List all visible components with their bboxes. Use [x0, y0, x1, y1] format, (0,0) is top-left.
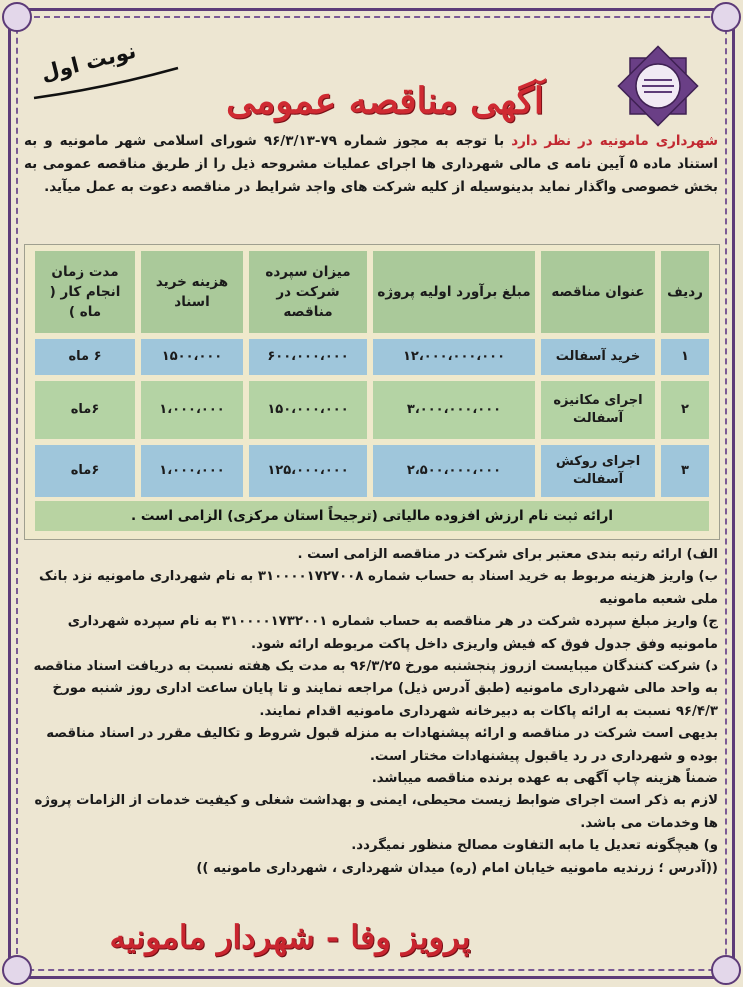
condition-item: ب) واریز هزینه مربوط به خرید اسناد به حساب شماره ۳۱۰۰۰۰۱۷۲۷۰۰۸ به نام شهرداری مامونیه نزد بانک ملی شعبه مامونیه [39, 569, 718, 607]
header-estimate: مبلغ برآورد اولیه پروژه [373, 251, 535, 333]
round-label-box [26, 40, 186, 110]
mayor-signature: پرویز وفا - شهردار مامونیه [109, 918, 471, 956]
municipality-emblem-icon [612, 40, 704, 132]
table-cell-number: ۲ [661, 381, 709, 439]
table-cell-deposit: ۱۵۰،۰۰۰،۰۰۰ [249, 381, 367, 439]
table-cell-doc-fee: ۱۵۰۰،۰۰۰ [141, 339, 243, 375]
table-cell-title: اجرای روکش آسفالت [541, 445, 655, 497]
condition-item: و) هیچگونه تعدیل یا مابه التفاوت مصالح منظور نمیگردد. [351, 838, 718, 854]
header-doc-fee: هزینه خرید اسناد [141, 251, 243, 333]
condition-item: ج) واریز مبلغ سپرده شرکت در هر مناقصه به حساب شماره ۳۱۰۰۰۰۱۷۳۲۰۰۱ به نام سپرده شهرداری مامونیه وفق جدول فوق که فیش واریزی داخل پاکت مربوطه ارائه شود. [67, 614, 718, 652]
table-cell-duration: ۶ ماه [35, 339, 135, 375]
intro-paragraph [24, 130, 718, 199]
header-deposit: میزان سپرده شرکت در مناقصه [249, 251, 367, 333]
corner-ornament [711, 2, 741, 32]
page-title: آگهی مناقصه عمومی [226, 80, 544, 122]
tender-table [24, 244, 720, 540]
table-cell-doc-fee: ۱،۰۰۰،۰۰۰ [141, 445, 243, 497]
table-cell-number: ۱ [661, 339, 709, 375]
conditions-list [24, 544, 718, 880]
corner-ornament [2, 955, 32, 985]
table-cell-estimate: ۱۲،۰۰۰،۰۰۰،۰۰۰ [373, 339, 535, 375]
table-cell-estimate: ۲،۵۰۰،۰۰۰،۰۰۰ [373, 445, 535, 497]
table-cell-deposit: ۶۰۰،۰۰۰،۰۰۰ [249, 339, 367, 375]
condition-item: بدیهی است شرکت در مناقصه و ارائه پیشنهادات به منزله قبول شروط و تکالیف مقرر در اسناد مناقصه بوده و شهرداری در رد یاقبول پیشنهادات مختار است. [46, 726, 718, 764]
condition-item: ((آدرس ؛ زرندیه مامونیه خیابان امام (ره) میدان شهرداری ، شهرداری مامونیه )) [196, 860, 718, 876]
table-cell-duration: ۶ماه [35, 445, 135, 497]
condition-item: د) شرکت کنندگان میبایست ازروز پنجشنبه مورخ ۹۶/۳/۲۵ به مدت یک هفته نسبت به دریافت اسناد مناقصه به واحد مالی شهرداری مامونیه (طبق آدرس ذیل) مراجعه نمایند و تا پایان ساعت اداری روز شنبه مورخ ۹۶/۴/۳ نسبت به ارائه پاکات به دبیرخانه شهرداری مامونیه اقدام نمایند. [33, 659, 718, 719]
table-cell-title: خرید آسفالت [541, 339, 655, 375]
intro-body: با توجه به مجوز شماره ۷۹-۹۶/۳/۱۳ شورای اسلامی شهر مامونیه و به استناد ماده ۵ آیین نامه ی مالی شهرداری ها اجرای عملیات مشروحه ذیل را از طریق مناقصه عمومی به بخش خصوصی واگذار نماید بدینوسیله از کلیه شرکت های واجد شرایط در مناقصه دعوت به عمل میآید. [24, 133, 718, 195]
corner-ornament [711, 955, 741, 985]
table-cell-duration: ۶ماه [35, 381, 135, 439]
corner-ornament [2, 2, 32, 32]
table-cell-doc-fee: ۱،۰۰۰،۰۰۰ [141, 381, 243, 439]
table-note: ارائه ثبت نام ارزش افزوده مالیاتی (ترجیحاً استان مرکزی) الزامی است . [35, 501, 709, 531]
table-cell-estimate: ۳،۰۰۰،۰۰۰،۰۰۰ [373, 381, 535, 439]
header-duration: مدت زمان انجام کار ( ماه ) [35, 251, 135, 333]
header-row-number: ردیف [661, 251, 709, 333]
condition-item: ضمناً هزینه چاپ آگهی به عهده برنده مناقصه میباشد. [371, 771, 718, 787]
header-title: عنوان مناقصه [541, 251, 655, 333]
table-cell-title: اجرای مکانیزه آسفالت [541, 381, 655, 439]
table-cell-number: ۳ [661, 445, 709, 497]
intro-highlight: شهرداری مامونیه در نظر دارد [511, 133, 718, 149]
table-cell-deposit: ۱۲۵،۰۰۰،۰۰۰ [249, 445, 367, 497]
condition-item: الف) ارائه رتبه بندی معتبر برای شرکت در مناقصه الزامی است . [297, 547, 718, 562]
condition-item: لازم به ذکر است اجرای ضوابط زیست محیطی، ایمنی و بهداشت شغلی و کیفیت خدمات از الزامات پروژه ها وخدمات می باشد. [34, 793, 718, 831]
round-label: نوبت اول [38, 38, 139, 86]
